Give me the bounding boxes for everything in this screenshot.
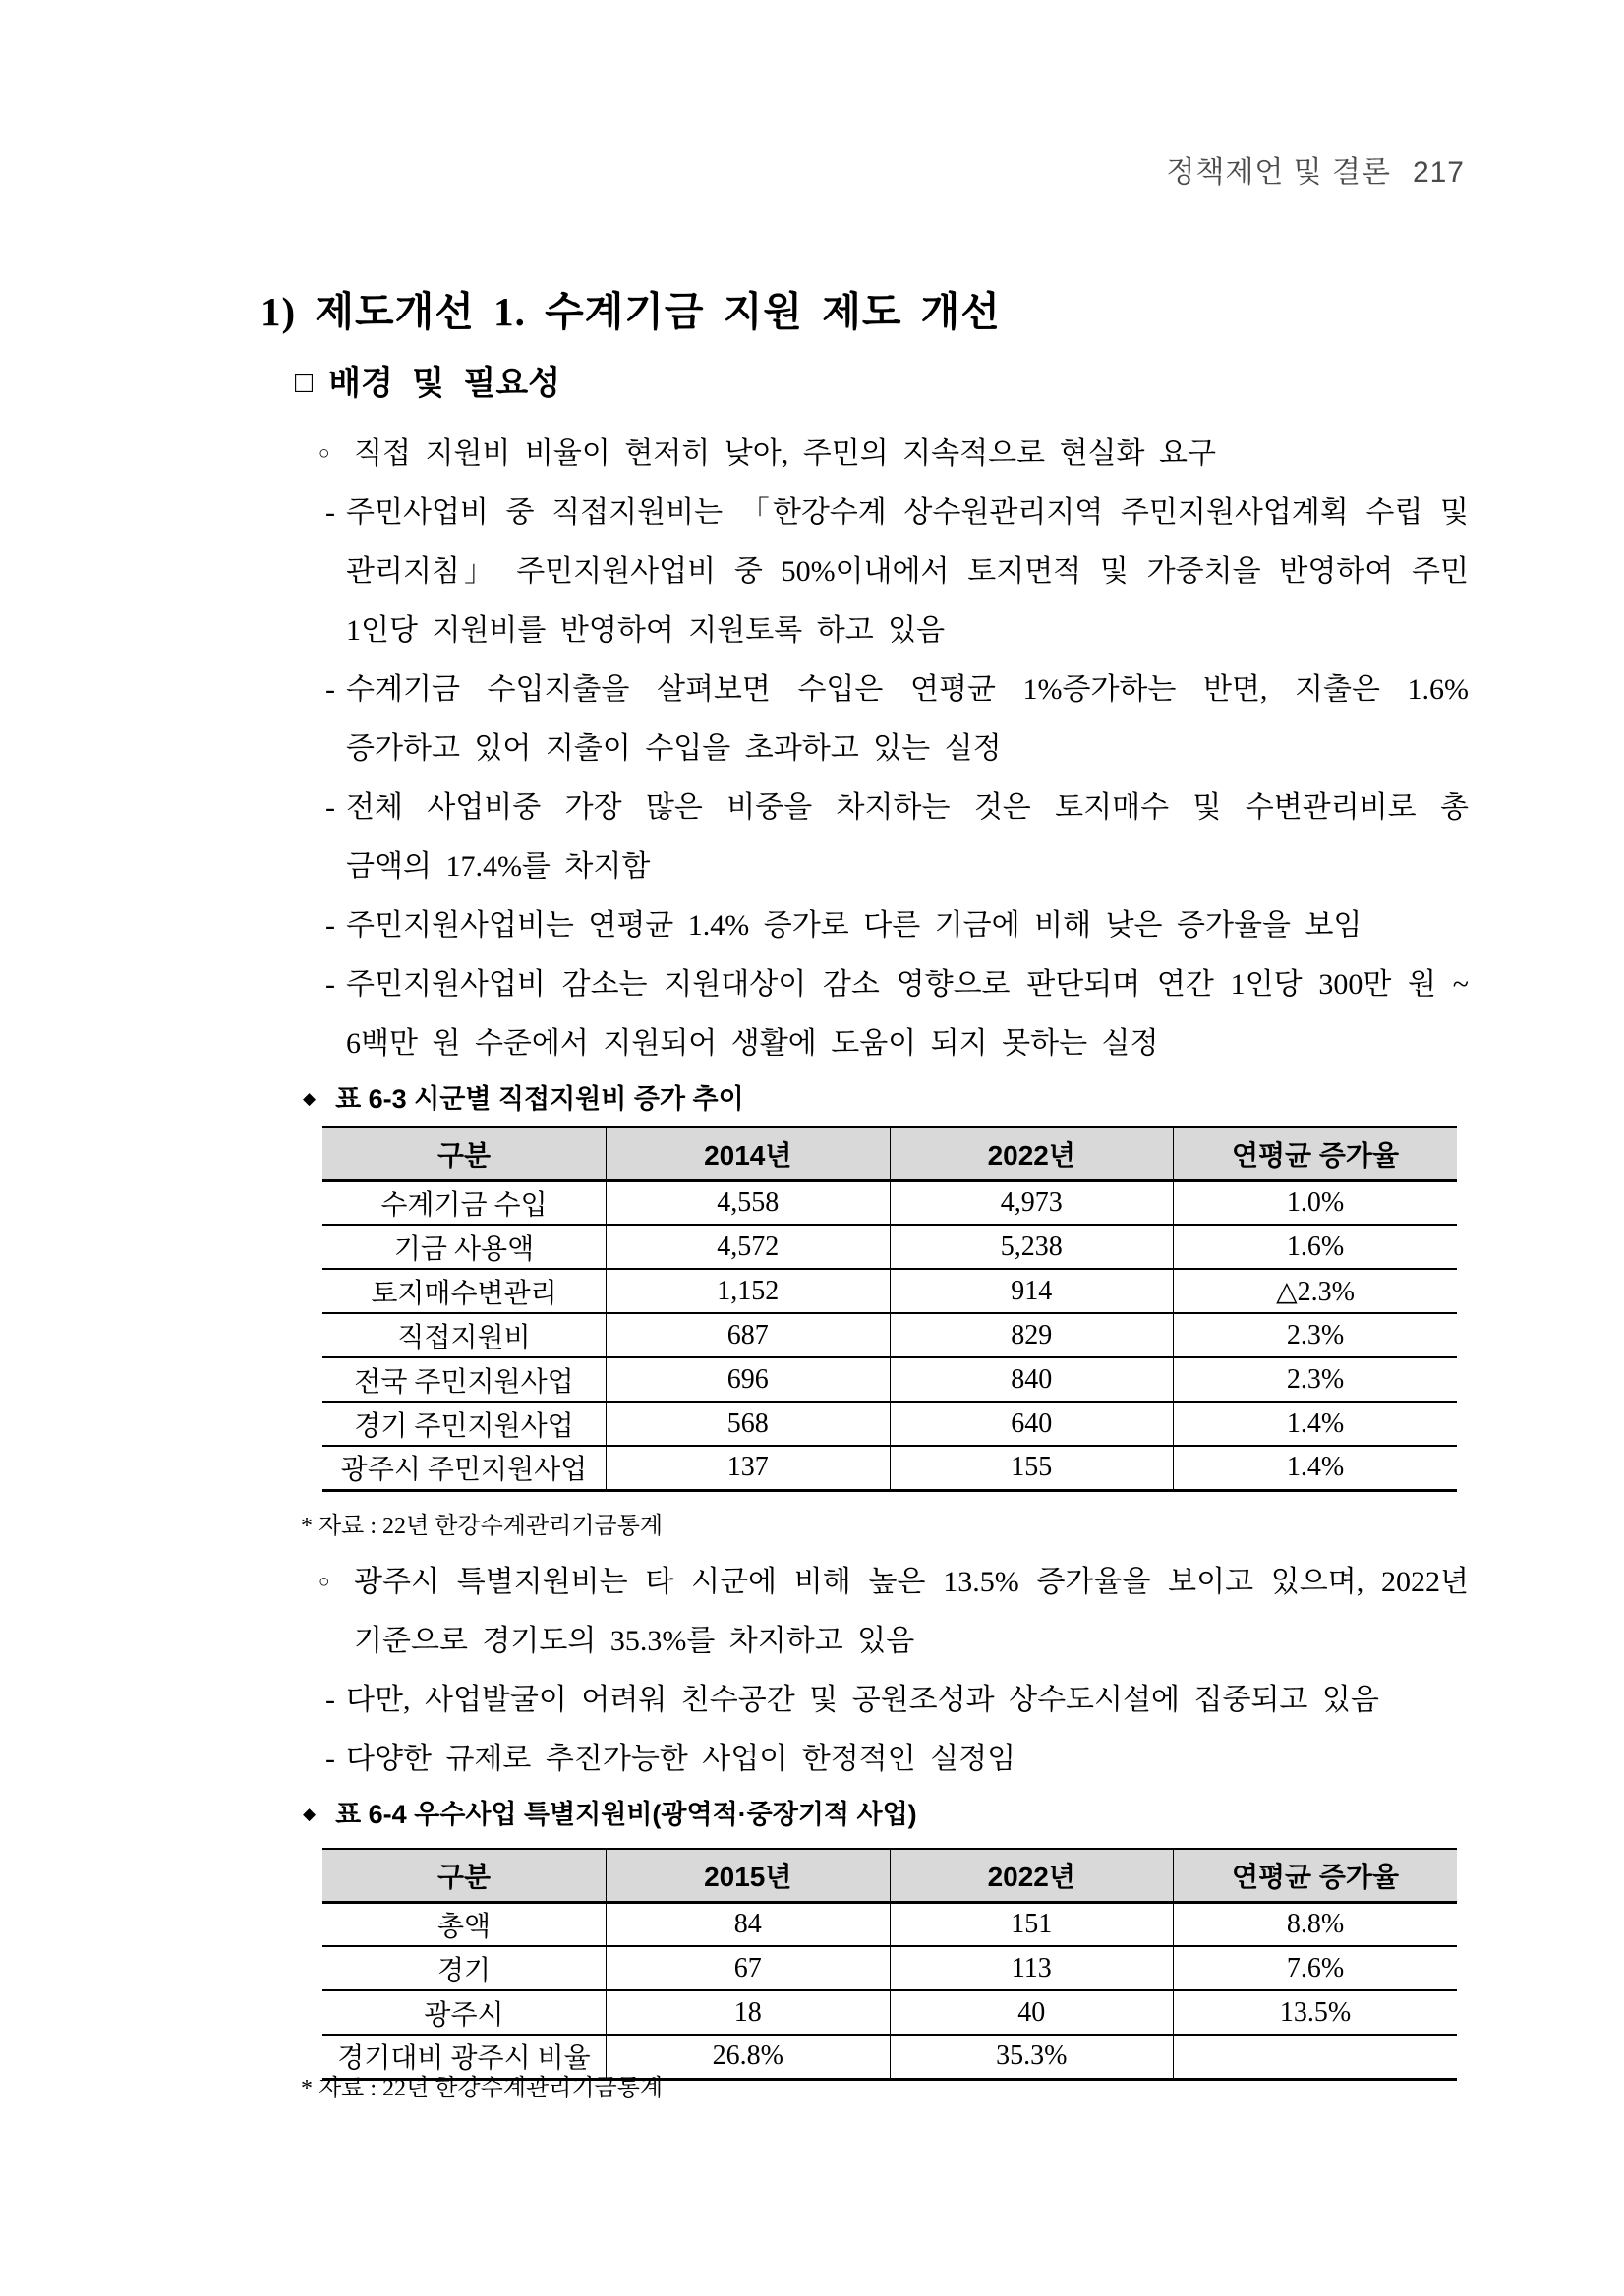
list-item bbox=[317, 484, 1469, 660]
dash-bullet-icon: - bbox=[325, 496, 335, 529]
special-support-table bbox=[322, 1848, 1457, 2081]
row-label: 광주시 주민지원사업 bbox=[340, 1455, 588, 1486]
column-header: 2014년 bbox=[607, 1127, 891, 1180]
list-item-text: 다만, 사업발굴이 어려워 친수공간 및 공원조성과 상수도시설에 집중되고 있음 bbox=[346, 1684, 1379, 1716]
row-label: 수계기금 수입 bbox=[322, 1180, 607, 1225]
column-header: 2022년 bbox=[890, 1127, 1174, 1180]
table-row bbox=[322, 1313, 1457, 1357]
list-item-text: 주민사업비 중 직접지원비는 「한강수계 상수원관리지역 주민지원사업계획 수립 및 관리지침」 주민지원사업비 중 50%이내에서 토지면적 및 가중치을 반영하여 주민 1인당 지원비를 반영하여 지원토록 하고 있음 bbox=[346, 496, 1469, 647]
cell-value: 568 bbox=[607, 1402, 891, 1446]
column-header: 2015년 bbox=[607, 1849, 891, 1902]
section-heading-label: 배경 및 필요성 bbox=[328, 365, 561, 402]
bullet-list-background bbox=[317, 425, 1469, 1073]
cell-value: 155 bbox=[890, 1446, 1174, 1490]
row-label: 경기 bbox=[322, 1946, 607, 1990]
cell-value: 113 bbox=[890, 1946, 1174, 1990]
column-header: 구분 bbox=[322, 1127, 607, 1180]
row-label: 광주시 bbox=[322, 1990, 607, 2035]
cell-value: 1.6% bbox=[1174, 1225, 1458, 1269]
dash-bullet-icon: - bbox=[325, 968, 335, 1001]
cell-value: 8.8% bbox=[1174, 1902, 1458, 1946]
list-item-text: 수계기금 수입지출을 살펴보면 수입은 연평균 1%증가하는 반면, 지출은 1.6% 증가하고 있어 지출이 수입을 초과하고 있는 실정 bbox=[346, 673, 1469, 765]
cell-value: 1.0% bbox=[1174, 1180, 1458, 1225]
cell-value: 914 bbox=[890, 1269, 1174, 1313]
dash-bullet-icon: - bbox=[325, 791, 335, 824]
cell-value: 1.4% bbox=[1174, 1446, 1458, 1490]
column-header: 구분 bbox=[322, 1849, 607, 1902]
cell-value: 840 bbox=[890, 1357, 1174, 1402]
column-header: 2022년 bbox=[890, 1849, 1174, 1902]
cell-value: 35.3% bbox=[890, 2035, 1174, 2079]
table-row bbox=[322, 1180, 1457, 1225]
row-label: 경기대비 광주시 비율 bbox=[337, 2043, 591, 2075]
cell-value: 829 bbox=[890, 1313, 1174, 1357]
table-row bbox=[322, 1990, 1457, 2035]
cell-value: 40 bbox=[890, 1990, 1174, 2035]
table-row bbox=[322, 1902, 1457, 1946]
list-item bbox=[317, 896, 1469, 955]
diamond-bullet-icon: ◆ bbox=[303, 1805, 317, 1823]
table-row bbox=[322, 1225, 1457, 1269]
table-header-row bbox=[322, 1849, 1457, 1902]
cell-value: 13.5% bbox=[1174, 1990, 1458, 2035]
list-item bbox=[317, 778, 1469, 896]
cell-value: 4,572 bbox=[607, 1225, 891, 1269]
section-heading bbox=[295, 356, 560, 404]
row-label: 전국 주민지원사업 bbox=[322, 1357, 607, 1402]
dash-bullet-icon: - bbox=[325, 1743, 335, 1775]
table-row bbox=[322, 1446, 1457, 1490]
row-label: 토지매수변관리 bbox=[322, 1269, 607, 1313]
list-item-text: 전체 사업비중 가장 많은 비중을 차지하는 것은 토지매수 및 수변관리비로 총 금액의 17.4%를 차지함 bbox=[346, 791, 1469, 883]
cell-value: 84 bbox=[607, 1902, 891, 1946]
list-item bbox=[317, 955, 1469, 1073]
list-item bbox=[317, 1671, 1469, 1730]
cell-value: 26.8% bbox=[607, 2035, 891, 2079]
row-label: 직접지원비 bbox=[322, 1313, 607, 1357]
cell-value: 696 bbox=[607, 1357, 891, 1402]
dash-bullet-icon: - bbox=[325, 673, 335, 706]
cell-value: 4,973 bbox=[890, 1180, 1174, 1225]
dash-bullet-icon: - bbox=[325, 909, 335, 942]
cell-value: 137 bbox=[607, 1446, 891, 1490]
cell-value: 2.3% bbox=[1174, 1313, 1458, 1357]
cell-value: 7.6% bbox=[1174, 1946, 1458, 1990]
direct-support-table bbox=[322, 1126, 1457, 1492]
table-row bbox=[322, 1357, 1457, 1402]
row-label: 경기 주민지원사업 bbox=[322, 1402, 607, 1446]
bullet-list-background bbox=[317, 1553, 1469, 1789]
cell-value: △2.3% bbox=[1174, 1269, 1458, 1313]
table-row bbox=[322, 1946, 1457, 1990]
cell-value: 1,152 bbox=[607, 1269, 891, 1313]
table-caption-text: 표 6-4 우수사업 특별지원비(광역적·중장기적 사업) bbox=[335, 1800, 917, 1829]
page-number: 217 bbox=[1412, 156, 1465, 189]
circle-bullet-icon: ○ bbox=[319, 443, 330, 464]
list-item-text: 다양한 규제로 추진가능한 사업이 한정적인 실정임 bbox=[346, 1743, 1016, 1775]
table-caption-text: 표 6-3 시군별 직접지원비 증가 추이 bbox=[335, 1084, 744, 1114]
row-label: 총액 bbox=[322, 1902, 607, 1946]
cell-value: 1.4% bbox=[1174, 1402, 1458, 1446]
dash-bullet-icon: - bbox=[325, 1684, 335, 1716]
diamond-bullet-icon: ◆ bbox=[303, 1089, 317, 1108]
cell-value: 151 bbox=[890, 1902, 1174, 1946]
list-item-text: 주민지원사업비는 연평균 1.4% 증가로 다른 기금에 비해 낮은 증가율을 보임 bbox=[346, 909, 1363, 942]
page-title: 1) 제도개선 1. 수계기금 지원 제도 개선 bbox=[261, 289, 1001, 334]
cell-value bbox=[1174, 2035, 1458, 2079]
table-row bbox=[322, 1269, 1457, 1313]
cell-value: 4,558 bbox=[607, 1180, 891, 1225]
list-item bbox=[317, 1553, 1469, 1671]
row-label: 기금 사용액 bbox=[322, 1225, 607, 1269]
running-header-label: 정책제언 및 결론 bbox=[1166, 156, 1391, 189]
cell-value: 5,238 bbox=[890, 1225, 1174, 1269]
list-item-text: 주민지원사업비 감소는 지원대상이 감소 영향으로 판단되며 연간 1인당 300만 원 ~ 6백만 원 수준에서 지원되어 생활에 도움이 되지 못하는 실정 bbox=[346, 968, 1469, 1060]
list-item bbox=[317, 425, 1469, 484]
cell-value: 18 bbox=[607, 1990, 891, 2035]
cell-value: 640 bbox=[890, 1402, 1174, 1446]
table-caption bbox=[303, 1077, 744, 1116]
table-row bbox=[322, 1402, 1457, 1446]
column-header: 연평균 증가율 bbox=[1174, 1849, 1458, 1902]
table-caption bbox=[303, 1793, 917, 1831]
source-note: * 자료 : 22년 한강수계관리기금통계 bbox=[301, 2076, 664, 2101]
list-item bbox=[317, 1730, 1469, 1789]
list-item-text: 광주시 특별지원비는 타 시군에 비해 높은 13.5% 증가율을 보이고 있으며, 2022년 기준으로 경기도의 35.3%를 차지하고 있음 bbox=[354, 1566, 1469, 1657]
running-header bbox=[1166, 147, 1465, 191]
list-item-text: 직접 지원비 비율이 현저히 낮아, 주민의 지속적으로 현실화 요구 bbox=[354, 437, 1216, 470]
source-note: * 자료 : 22년 한강수계관리기금통계 bbox=[301, 1514, 664, 1539]
cell-value: 687 bbox=[607, 1313, 891, 1357]
cell-value: 67 bbox=[607, 1946, 891, 1990]
list-item bbox=[317, 660, 1469, 778]
cell-value: 2.3% bbox=[1174, 1357, 1458, 1402]
column-header: 연평균 증가율 bbox=[1174, 1127, 1458, 1180]
circle-bullet-icon: ○ bbox=[319, 1572, 330, 1592]
table-header-row bbox=[322, 1127, 1457, 1180]
square-bullet-icon: □ bbox=[295, 367, 314, 399]
